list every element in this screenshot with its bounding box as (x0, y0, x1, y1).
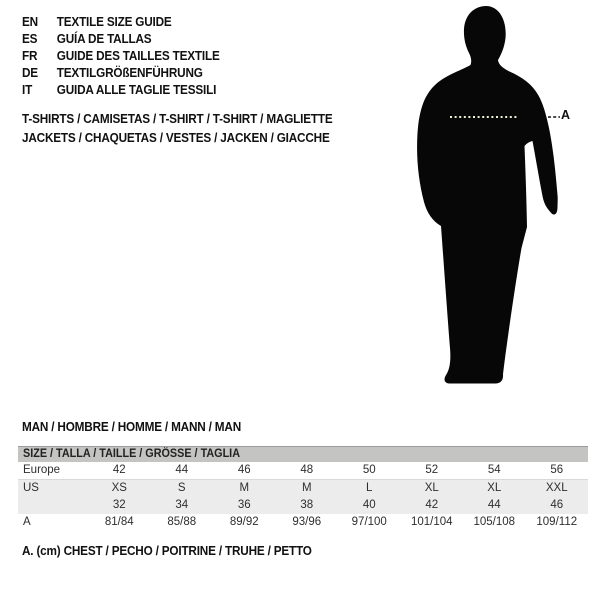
lang-code: ES (22, 32, 38, 46)
lang-label: TEXTILGRÖßENFÜHRUNG (56, 66, 203, 80)
row-label: Europe (23, 464, 61, 476)
size-cell: 105/108 (473, 516, 516, 528)
size-cell: 81/84 (104, 516, 134, 528)
measure-label-a: A (561, 108, 571, 122)
size-cell: M (239, 482, 250, 494)
size-cell: 40 (362, 499, 376, 511)
size-cell: 52 (425, 464, 439, 476)
lang-label: GUIDE DES TAILLES TEXTILE (56, 49, 220, 63)
row-label: US (23, 482, 39, 494)
size-cell: 34 (175, 499, 189, 511)
lang-code: IT (22, 83, 33, 97)
size-cell: 46 (237, 464, 251, 476)
lang-row-fr (22, 48, 220, 65)
section-heading-man: MAN / HOMBRE / HOMME / MANN / MAN (22, 420, 242, 434)
man-silhouette-svg (405, 3, 580, 388)
size-cell: 54 (487, 464, 501, 476)
lang-label: GUIDA ALLE TAGLIE TESSILI (56, 83, 217, 97)
size-cell: 85/88 (167, 516, 197, 528)
size-cell: 44 (487, 499, 501, 511)
man-figure (405, 3, 580, 388)
size-cell: XXL (545, 482, 568, 494)
language-guide-list (22, 14, 220, 99)
man-silhouette (417, 6, 558, 384)
lang-code: DE (22, 66, 38, 80)
size-table (18, 446, 588, 531)
table-row-chest-a (18, 514, 588, 531)
size-cell: 93/96 (292, 516, 322, 528)
size-cell: 36 (237, 499, 251, 511)
lang-label: TEXTILE SIZE GUIDE (56, 15, 172, 29)
size-cell: 32 (112, 499, 126, 511)
size-cell: XS (111, 482, 127, 494)
size-cell: 89/92 (229, 516, 259, 528)
lang-code: EN (22, 15, 38, 29)
size-cell: 50 (362, 464, 376, 476)
category-line-jackets: JACKETS / CHAQUETAS / VESTES / JACKEN / GIACCHE (22, 131, 330, 145)
size-cell: 42 (112, 464, 126, 476)
size-table-header (18, 446, 588, 462)
footnote-chest-measure: A. (cm) CHEST / PECHO / POITRINE / TRUHE / PETTO (22, 544, 312, 558)
size-cell: L (366, 482, 373, 494)
size-cell: 97/100 (351, 516, 387, 528)
lang-code: FR (22, 49, 38, 63)
size-cell: S (177, 482, 186, 494)
category-lines (22, 110, 333, 148)
size-cell: 42 (425, 499, 439, 511)
table-row-europe (18, 462, 588, 480)
size-table-header-label: SIZE / TALLA / TAILLE / GRÖSSE / TAGLIA (23, 448, 241, 460)
size-cell: 101/104 (410, 516, 453, 528)
lang-label: GUÍA DE TALLAS (56, 32, 152, 46)
size-cell: 44 (175, 464, 189, 476)
size-cell: XL (487, 482, 502, 494)
lang-row-es (22, 31, 220, 48)
size-cell: M (301, 482, 312, 494)
size-cell: 48 (300, 464, 314, 476)
lang-row-en (22, 14, 220, 31)
size-cell: 56 (550, 464, 564, 476)
size-cell: 109/112 (536, 516, 578, 528)
size-cell: XL (424, 482, 439, 494)
lang-row-it (22, 82, 220, 99)
table-row-alt-size (18, 497, 588, 514)
size-cell: 38 (300, 499, 314, 511)
row-label: A (23, 516, 31, 528)
category-line-tshirts: T-SHIRTS / CAMISETAS / T-SHIRT / T-SHIRT / MAGLIETTE (22, 112, 333, 126)
size-cell: 46 (550, 499, 564, 511)
lang-row-de (22, 65, 220, 82)
table-row-us (18, 480, 588, 497)
